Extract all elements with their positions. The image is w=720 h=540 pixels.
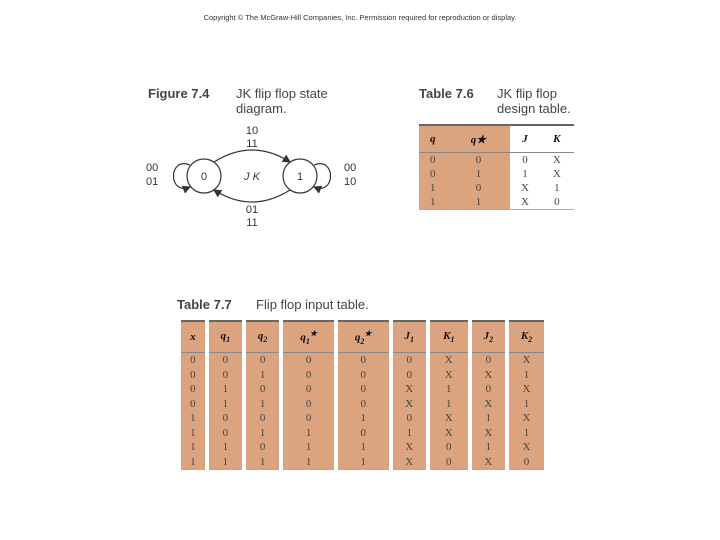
header-main: q: [220, 329, 227, 342]
cell: 1: [447, 195, 511, 210]
cell: 0: [447, 153, 511, 168]
cell: 0: [470, 353, 507, 368]
header-main: J: [404, 329, 410, 342]
table-row: [179, 382, 544, 397]
cell: 0: [281, 411, 336, 426]
cell: 0: [207, 368, 244, 383]
cell: 1: [470, 440, 507, 455]
cell: 1: [447, 167, 511, 181]
header-q-star: q★: [447, 125, 511, 153]
table-row: [179, 397, 544, 412]
cell: X: [391, 440, 428, 455]
cell: 1: [428, 382, 470, 397]
cell: X: [507, 382, 544, 397]
cell: X: [470, 426, 507, 441]
figure-caption-text: JK flip flop state diagram.: [236, 86, 328, 116]
flip-flop-input-table: [177, 320, 544, 470]
cell: 1: [207, 440, 244, 455]
cell: X: [428, 426, 470, 441]
header-main: J: [483, 329, 490, 342]
cell: 0: [179, 353, 207, 368]
cell: 0: [207, 411, 244, 426]
cell: 0: [419, 153, 447, 168]
cell: 0: [281, 353, 336, 368]
cell: 1: [336, 411, 391, 426]
cell: 1: [281, 455, 336, 470]
state-1-label: 1: [296, 171, 304, 183]
cell: 1: [179, 411, 207, 426]
cell: X: [428, 353, 470, 368]
cell: 1: [244, 368, 281, 383]
cell: 1: [510, 167, 539, 181]
figure-label: Figure 7.4: [148, 86, 210, 101]
table-caption-text: JK flip flop design table.: [497, 86, 571, 116]
cell: 0: [336, 397, 391, 412]
table-row: [179, 411, 544, 426]
cell: 0: [281, 397, 336, 412]
header-main: x: [190, 331, 196, 343]
header-sub: 1: [409, 335, 414, 345]
bottom-label-line2: 11: [246, 217, 258, 229]
cell: 1: [507, 397, 544, 412]
cell: 1: [207, 455, 244, 470]
cell: 0: [447, 181, 511, 195]
cell: X: [470, 455, 507, 470]
cell: 1: [244, 397, 281, 412]
cell: X: [507, 440, 544, 455]
header-main: q: [354, 331, 361, 344]
cell: X: [391, 397, 428, 412]
cell: X: [510, 181, 539, 195]
cell: 1: [281, 426, 336, 441]
cell: 0: [179, 382, 207, 397]
cell: 0: [336, 426, 391, 441]
cell: 0: [510, 153, 539, 168]
star-icon: ★: [364, 328, 372, 338]
table-row: [179, 426, 544, 441]
cell: 1: [419, 195, 447, 210]
cell: X: [470, 397, 507, 412]
cell: X: [510, 195, 539, 210]
header-main: K: [443, 329, 451, 342]
cell: 1: [470, 411, 507, 426]
top-label-line2: 11: [246, 138, 258, 150]
left-label-line1: 00: [146, 162, 159, 174]
cell: X: [428, 411, 470, 426]
cell: 0: [428, 455, 470, 470]
transition-0-to-1: [214, 150, 290, 162]
header-sub: 1: [450, 335, 455, 345]
cell: 0: [336, 353, 391, 368]
cell: 1: [179, 455, 207, 470]
cell: 0: [281, 368, 336, 383]
cell: 0: [470, 382, 507, 397]
table-row: [419, 181, 574, 195]
right-label-line1: 00: [344, 162, 357, 174]
header-sub: 2: [263, 335, 268, 345]
cell: 0: [507, 455, 544, 470]
jk-design-table: [419, 124, 574, 210]
cell: 1: [336, 455, 391, 470]
table-row: [179, 455, 544, 470]
star-icon: ★: [309, 328, 317, 338]
left-label-line2: 01: [146, 176, 159, 188]
header-sub: 1: [305, 336, 310, 346]
header-sub: 2: [528, 335, 533, 345]
header-q: q: [419, 125, 447, 153]
header-main: q: [300, 331, 306, 344]
cell: X: [470, 368, 507, 383]
header-col: [207, 321, 244, 353]
cell: 1: [336, 440, 391, 455]
jk-state-diagram: [140, 120, 370, 232]
cell: 1: [179, 426, 207, 441]
table-row: [419, 153, 574, 168]
cell: 0: [179, 368, 207, 383]
cell: 0: [207, 426, 244, 441]
cell: 1: [540, 181, 574, 195]
copyright-notice: Copyright © The McGraw-Hill Companies, Inc. Permission required for reproduction or display.: [203, 13, 517, 22]
table-label: Table 7.6: [419, 86, 474, 101]
header-col: [428, 321, 470, 353]
table-row: [179, 368, 544, 383]
cell: X: [540, 153, 574, 168]
cell: 1: [391, 426, 428, 441]
header-col: [470, 321, 507, 353]
cell: 1: [207, 382, 244, 397]
header-sub: 2: [360, 336, 365, 346]
cell: X: [507, 353, 544, 368]
cell: 1: [244, 455, 281, 470]
cell: 0: [391, 353, 428, 368]
cell: 0: [281, 382, 336, 397]
cell: 1: [507, 368, 544, 383]
cell: 0: [179, 397, 207, 412]
cell: X: [391, 382, 428, 397]
header-col: [391, 321, 428, 353]
state-0-label: 0: [200, 171, 208, 183]
bottom-label-line1: 01: [245, 204, 259, 216]
cell: 1: [419, 181, 447, 195]
transition-1-to-0: [214, 190, 290, 202]
cell: 0: [336, 368, 391, 383]
cell: 1: [507, 426, 544, 441]
table-row: [419, 167, 574, 181]
table-header-row: [419, 125, 574, 153]
table-row: [179, 353, 544, 368]
cell: 0: [336, 382, 391, 397]
cell: 0: [419, 167, 447, 181]
jk-center-label: J K: [244, 171, 260, 183]
header-sub: 2: [489, 335, 494, 345]
cell: 0: [391, 368, 428, 383]
cell: 0: [244, 411, 281, 426]
header-j: J: [510, 125, 539, 153]
cell: 0: [428, 440, 470, 455]
header-col: [244, 321, 281, 353]
cell: 0: [391, 411, 428, 426]
cell: X: [428, 368, 470, 383]
cell: 0: [244, 353, 281, 368]
header-k: K: [540, 125, 574, 153]
cell: X: [507, 411, 544, 426]
cell: 0: [244, 382, 281, 397]
cell: 0: [207, 353, 244, 368]
table-label: Table 7.7: [177, 297, 232, 312]
cell: 1: [428, 397, 470, 412]
header-col: [336, 321, 391, 353]
cell: 1: [244, 426, 281, 441]
header-main: q: [257, 329, 264, 342]
cell: 0: [540, 195, 574, 210]
right-label-line2: 10: [344, 176, 357, 188]
header-col: [507, 321, 544, 353]
cell: X: [391, 455, 428, 470]
table-row: [419, 195, 574, 210]
cell: 1: [207, 397, 244, 412]
table-header-row: [179, 321, 544, 353]
cell: X: [540, 167, 574, 181]
header-sub: 1: [226, 335, 231, 345]
header-main: K: [520, 329, 529, 342]
table-caption-text: Flip flop input table.: [256, 297, 369, 312]
cell: 1: [179, 440, 207, 455]
header-col: [281, 321, 336, 353]
cell: 1: [281, 440, 336, 455]
cell: 0: [244, 440, 281, 455]
top-label-line1: 10: [245, 125, 259, 137]
header-col: [179, 321, 207, 353]
table-row: [179, 440, 544, 455]
